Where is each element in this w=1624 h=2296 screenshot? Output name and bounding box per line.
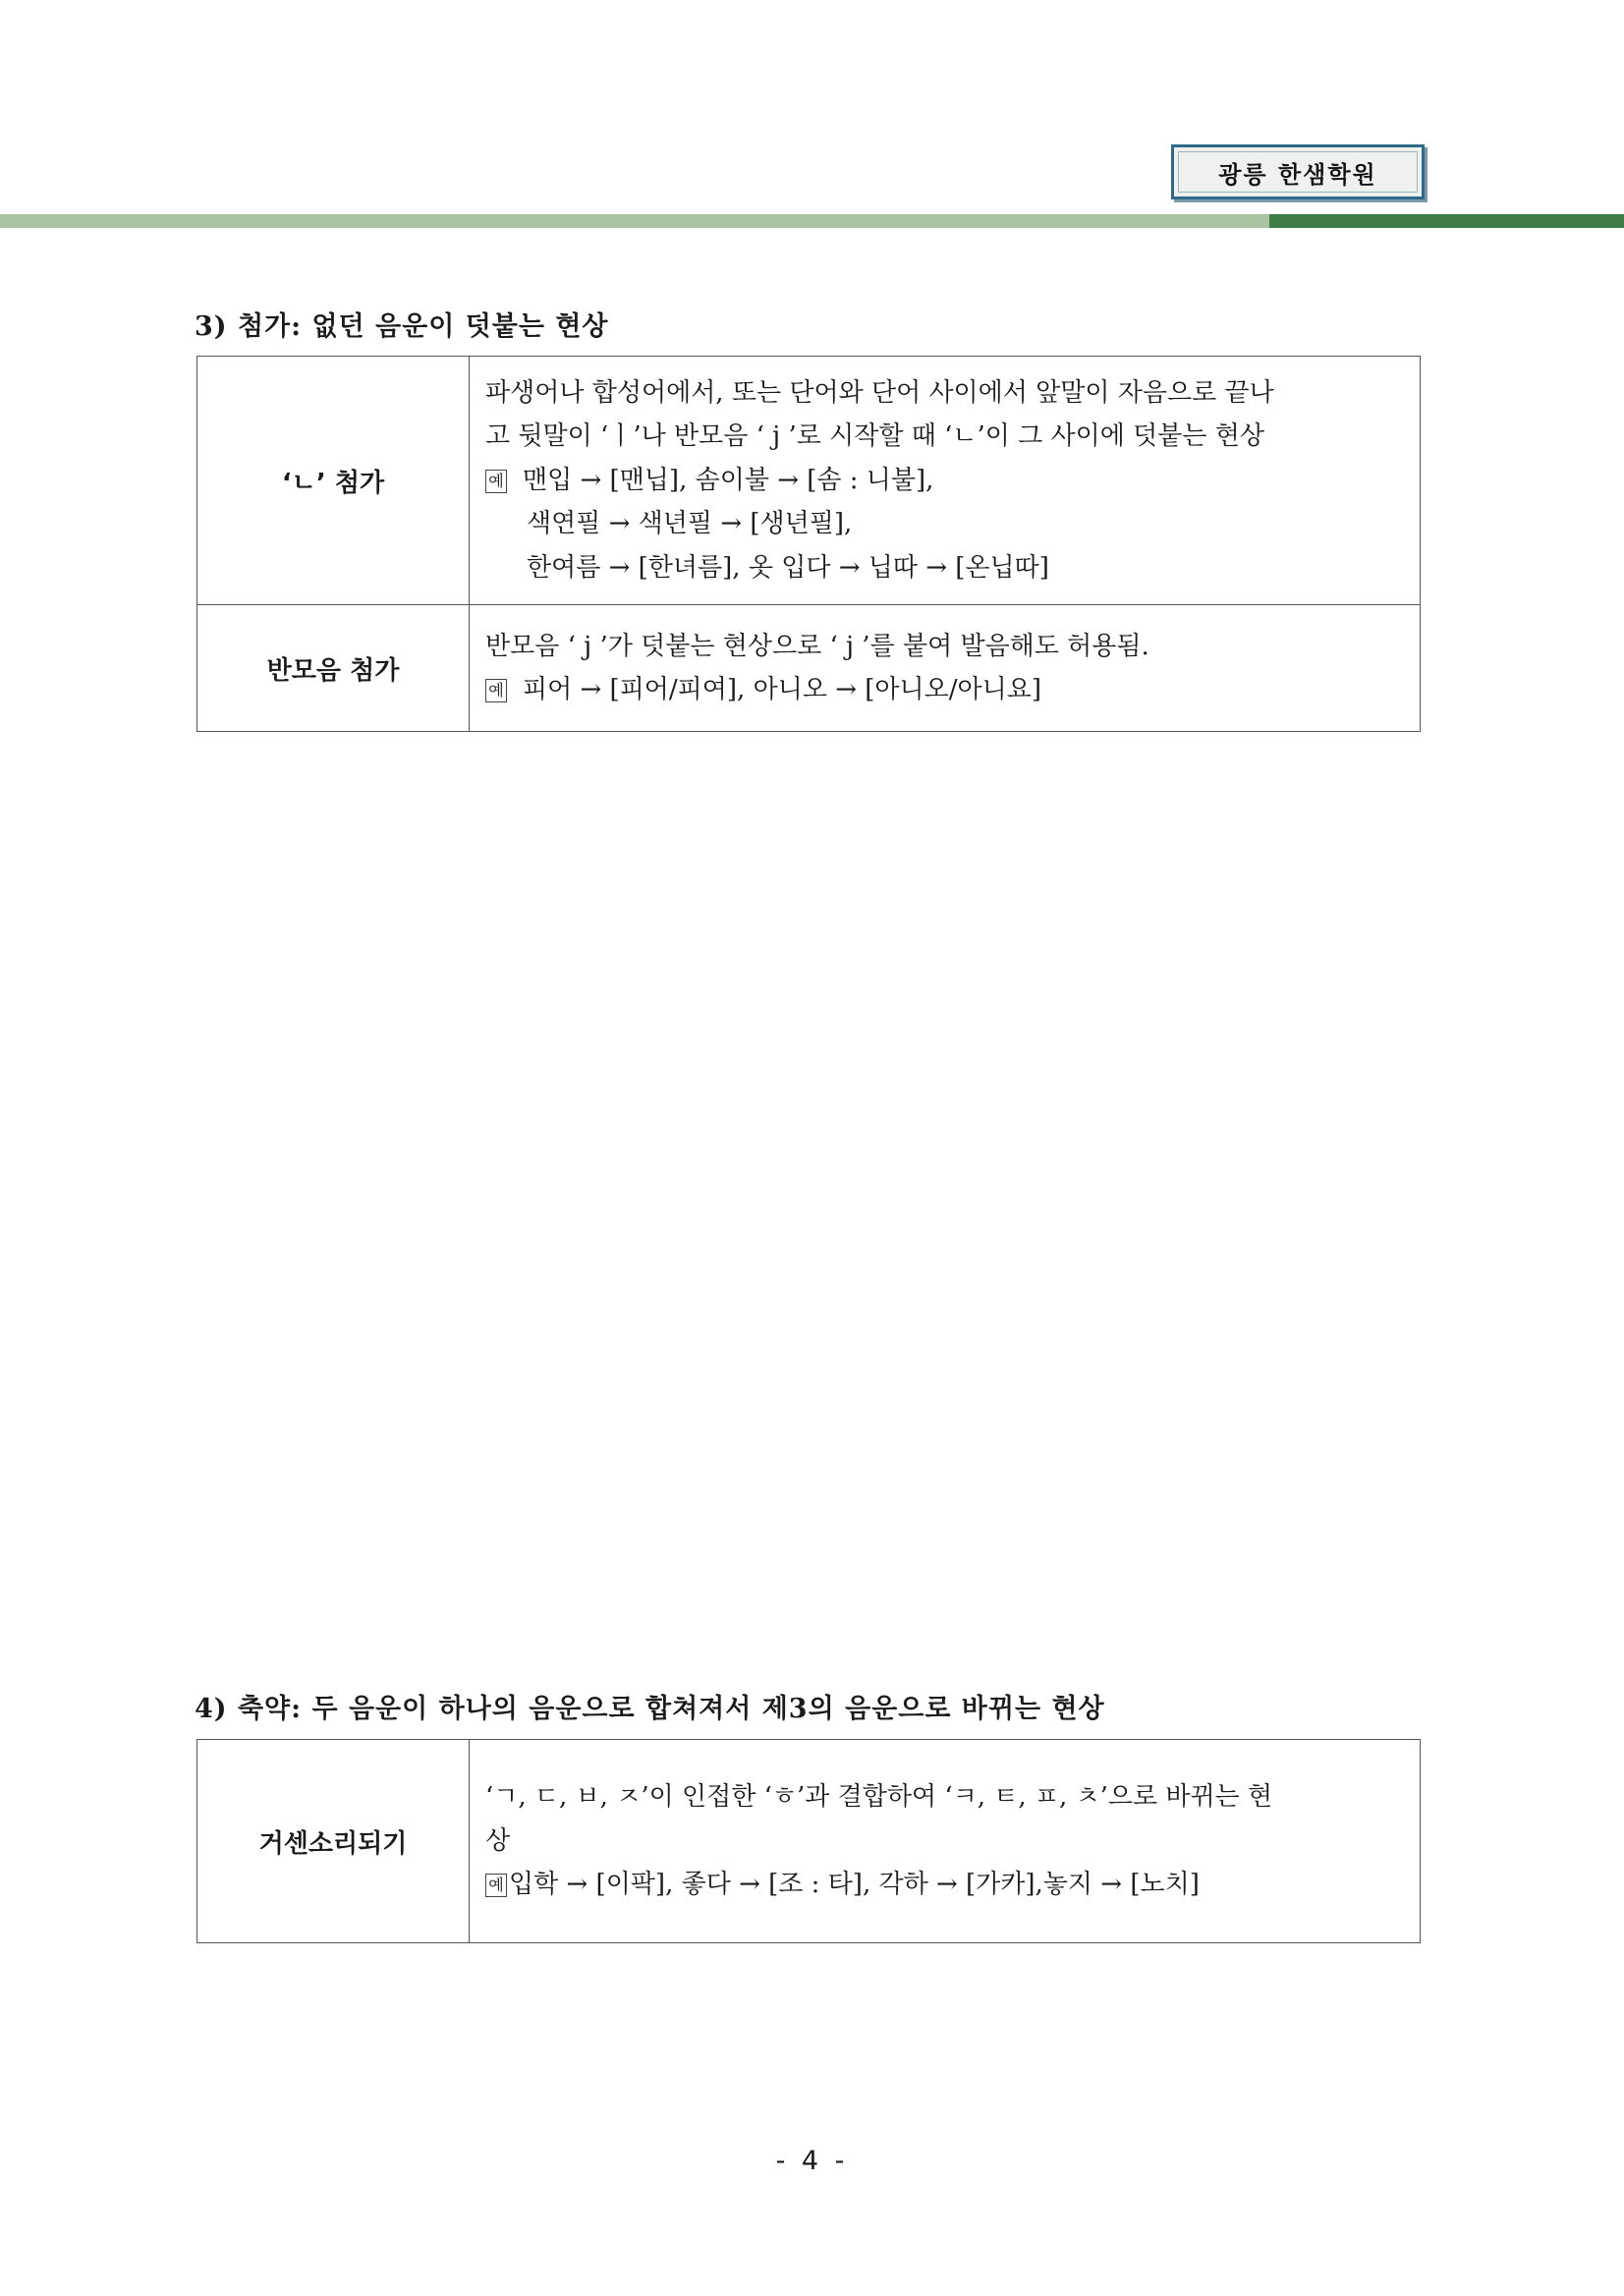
academy-badge	[1171, 144, 1425, 199]
addition-table	[196, 356, 1421, 732]
content-line: 파생어나 합성어에서, 또는 단어와 단어 사이에서 앞말이 자음으로 끝나	[485, 377, 1274, 408]
content-line: 고 뒷말이 ‘ㅣ’나 반모음 ‘ j ’로 시작할 때 ‘ㄴ’이 그 사이에 덧붙는 현상	[485, 421, 1264, 452]
page-number: - 4 -	[775, 2146, 849, 2176]
header-divider	[0, 214, 1269, 228]
example-line	[485, 668, 1406, 712]
example-icon: 예	[485, 470, 507, 493]
example-line: 한여름 → [한녀름], 옷 입다 → 닙따 → [온닙따]	[527, 552, 1049, 583]
row-content-semivowel-addition	[470, 605, 1421, 732]
content-line: 상	[485, 1825, 511, 1856]
example-line: 색연필 → 색년필 → [생년필],	[527, 509, 853, 539]
row-content-n-addition	[470, 357, 1421, 605]
table-row	[197, 1740, 1421, 1943]
example-icon: 예	[485, 1874, 507, 1897]
content-line: ‘ㄱ, ㄷ, ㅂ, ㅈ’이 인접한 ‘ㅎ’과 결합하여 ‘ㅋ, ㅌ, ㅍ, ㅊ’으로 바뀌는 현	[485, 1782, 1273, 1813]
example-text: 입학 → [이팍], 좋다 → [조 : 타], 각하 → [가카],놓지 → [노치]	[509, 1870, 1200, 1900]
row-label-aspiration: 거센소리되기	[197, 1740, 470, 1943]
example-text: 피어 → [피어/피여], 아니오 → [아니오/아니요]	[523, 675, 1041, 704]
row-label-semivowel-addition: 반모음 첨가	[197, 605, 470, 732]
example-text: 맨입 → [맨닙], 솜이불 → [솜 : 니불],	[523, 465, 934, 495]
section-title-addition: 3) 첨가: 없던 음운이 덧붙는 현상	[195, 311, 609, 342]
content-line: 반모음 ‘ j ’가 덧붙는 현상으로 ‘ j ’를 붙여 발음해도 허용됨.	[485, 631, 1149, 661]
section-title-contraction: 4) 축약: 두 음운이 하나의 음운으로 합쳐져서 제3의 음운으로 바뀌는 현상	[195, 1694, 1105, 1724]
header-divider-accent	[1269, 214, 1624, 228]
example-icon: 예	[485, 679, 507, 702]
row-label-n-addition: ‘ㄴ’ 첨가	[197, 357, 470, 605]
row-content-aspiration	[470, 1740, 1421, 1943]
example-line	[485, 459, 1406, 503]
table-row	[197, 357, 1421, 605]
contraction-table	[196, 1739, 1421, 1943]
example-line	[485, 1863, 1406, 1907]
badge-text: 광릉 한샘학원	[1218, 160, 1377, 189]
table-row	[197, 605, 1421, 732]
